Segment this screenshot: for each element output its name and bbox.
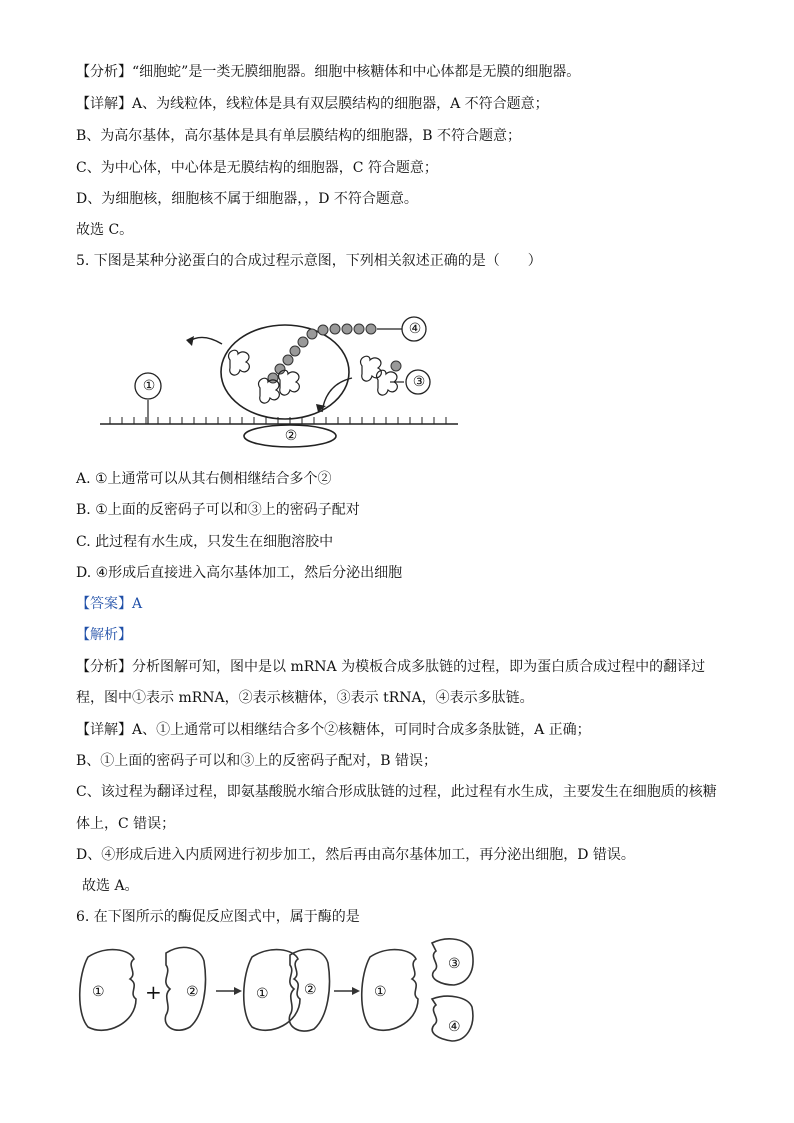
q5-conclusion: 故选 A。 [82, 878, 139, 894]
q5-stem: 5. 下图是某种分泌蛋白的合成过程示意图，下列相关叙述正确的是（ ） [76, 253, 542, 269]
ribosome-large-subunit [221, 325, 349, 419]
q5-option-c: C. 此过程有水生成，只发生在细胞溶胶中 [76, 534, 334, 550]
fig6-label-product-3: ③ [448, 956, 461, 972]
q5-detail-c1: C、该过程为翻译过程，即氨基酸脱水缩合形成肽链的过程，此过程有水生成，主要发生在细胞质的核糖 [76, 784, 717, 800]
fig6-label-enzyme: ① [92, 984, 105, 1000]
fig6-label-product-4: ④ [448, 1019, 461, 1035]
fig6-label-enzyme-after: ① [374, 984, 387, 1000]
q5-detail-c2: 体上，C 错误； [76, 816, 176, 832]
q4-detail-d: D、为细胞核，细胞核不属于细胞器，，D 不符合题意。 [76, 191, 418, 207]
q5-analysis-line1: 【分析】分析图解可知，图中是以 mRNA 为模板合成多肽链的过程，即为蛋白质合成过程中的翻译过 [76, 659, 706, 675]
q5-option-b: B. ①上面的反密码子可以和③上的密码子配对 [76, 502, 360, 518]
q5-detail-a: 【详解】A、①上通常可以相继结合多个②核糖体，可同时合成多条肽链，A 正确； [76, 722, 591, 738]
q5-analysis-line2: 程，图中①表示 mRNA，②表示核糖体，③表示 tRNA，④表示多肽链。 [76, 690, 534, 706]
fig6-label-complex-enzyme: ① [256, 986, 269, 1002]
q4-detail-a: 【详解】A、为线粒体，线粒体是具有双层膜结构的细胞器，A 不符合题意； [76, 96, 549, 112]
q5-detail-d: D、④形成后进入内质网进行初步加工，然后再由高尔基体加工，再分泌出细胞，D 错误。 [76, 847, 635, 863]
q4-detail-b: B、为高尔基体，高尔基体是具有单层膜结构的细胞器，B 不符合题意； [76, 128, 522, 144]
q4-analysis: 【分析】“细胞蛇”是一类无膜细胞器。细胞中核糖体和中心体都是无膜的细胞器。 [76, 64, 581, 80]
q5-option-a: A. ①上通常可以从其右侧相继结合多个② [76, 471, 332, 487]
q5-answer: 【答案】A [76, 596, 143, 612]
fig5-label-3: ③ [412, 374, 426, 390]
q5-detail-b: B、①上面的密码子可以和③上的反密码子配对，B 错误； [76, 753, 438, 769]
fig5-label-1: ① [142, 378, 156, 394]
q4-detail-c: C、为中心体，中心体是无膜结构的细胞器，C 符合题意； [76, 160, 438, 176]
fig5-label-4: ④ [408, 321, 422, 337]
q5-option-d: D. ④形成后直接进入高尔基体加工，然后分泌出细胞 [76, 565, 403, 581]
q5-analysis-header: 【解析】 [76, 627, 132, 643]
enzyme-reaction-diagram [76, 935, 486, 1050]
q6-stem: 6. 在下图所示的酶促反应图式中，属于酶的是 [76, 909, 360, 925]
q4-conclusion: 故选 C。 [76, 222, 134, 238]
fig5-label-2: ② [284, 428, 298, 444]
fig6-label-complex-substrate: ② [304, 982, 317, 998]
fig6-plus: + [145, 980, 162, 1004]
fig6-label-substrate: ② [186, 984, 199, 1000]
